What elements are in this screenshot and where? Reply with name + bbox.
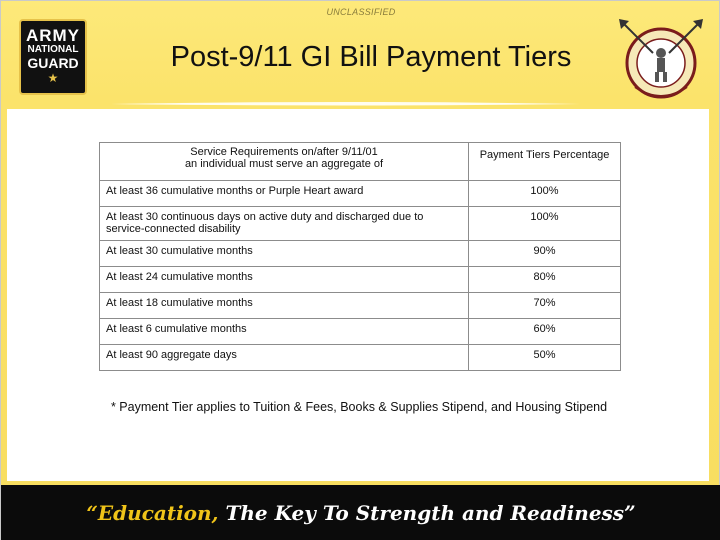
logo-line-national: NATIONAL — [27, 44, 79, 55]
table-row — [100, 181, 621, 207]
percentage-cell: 90% — [469, 241, 621, 267]
payment-tiers-table — [99, 142, 621, 371]
table-header-row — [100, 143, 621, 181]
table-row — [100, 207, 621, 241]
tagline-banner — [1, 485, 720, 540]
tagline-text: The Key To Strength and Readiness” — [218, 501, 636, 525]
logo-line-guard: GUARD — [27, 55, 79, 71]
percentage-cell: 80% — [469, 267, 621, 293]
star-icon: ★ — [47, 71, 59, 85]
requirements-header-line1: Service Requirements on/after 9/11/01 — [190, 146, 378, 158]
requirements-header — [100, 143, 469, 181]
classification-label: UNCLASSIFIED — [326, 7, 396, 17]
page-title: Post-9/11 GI Bill Payment Tiers — [170, 41, 572, 73]
table-row — [100, 345, 621, 371]
footnote: * Payment Tier applies to Tuition & Fees, Books & Supplies Stipend, and Housing Stipend — [110, 400, 608, 414]
tagline-accent: “Education, — [86, 501, 219, 525]
logo-line-army: ARMY — [25, 26, 81, 45]
percentage-cell: 100% — [469, 207, 621, 241]
requirements-header-line2: an individual must serve an aggregate of — [184, 158, 384, 170]
title-underline — [111, 101, 581, 107]
requirement-cell: At least 90 aggregate days — [100, 345, 469, 371]
requirement-cell: At least 30 continuous days on active duty and discharged due to service-connected disability — [100, 207, 469, 241]
table-row — [100, 319, 621, 345]
percentage-cell: 50% — [469, 345, 621, 371]
requirement-cell: At least 30 cumulative months — [100, 241, 469, 267]
percentage-cell: 100% — [469, 181, 621, 207]
content-panel — [7, 109, 709, 481]
requirement-cell: At least 18 cumulative months — [100, 293, 469, 319]
requirement-cell: At least 24 cumulative months — [100, 267, 469, 293]
table-row — [100, 241, 621, 267]
percentage-header: Payment Tiers Percentage — [469, 143, 621, 181]
requirement-cell: At least 6 cumulative months — [100, 319, 469, 345]
table-row — [100, 293, 621, 319]
army-national-guard-logo — [19, 19, 87, 95]
table-row — [100, 267, 621, 293]
national-guard-seal-icon — [613, 13, 709, 109]
percentage-cell: 60% — [469, 319, 621, 345]
requirement-cell: At least 36 cumulative months or Purple Heart award — [100, 181, 469, 207]
percentage-cell: 70% — [469, 293, 621, 319]
